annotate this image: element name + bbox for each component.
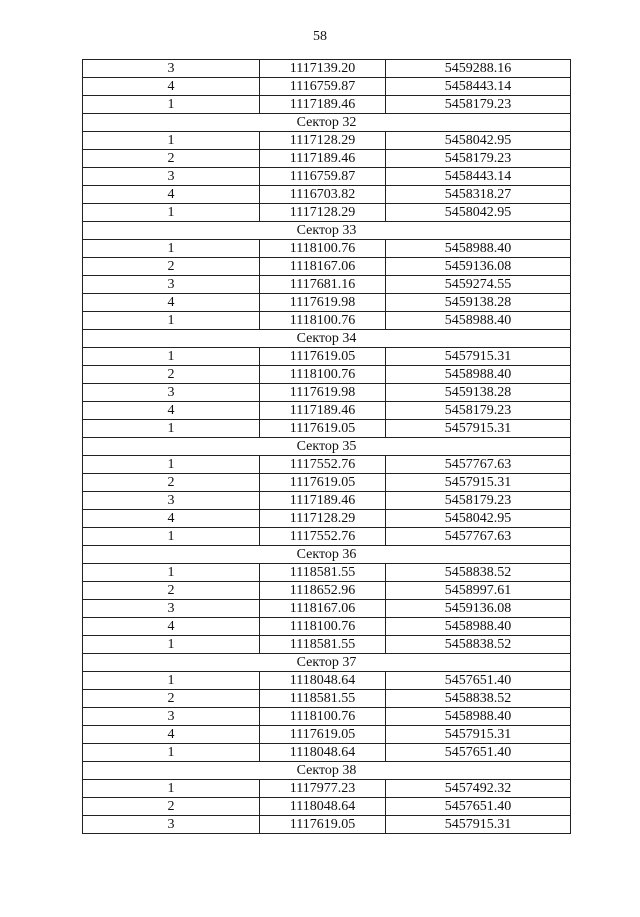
point-number-cell: 2 <box>83 582 260 600</box>
y-coordinate-cell: 5458838.52 <box>386 564 571 582</box>
table-row <box>83 492 571 510</box>
point-number-cell: 1 <box>83 636 260 654</box>
y-coordinate-cell: 5459136.08 <box>386 258 571 276</box>
x-coordinate-cell: 1116703.82 <box>260 186 386 204</box>
x-coordinate-cell: 1117552.76 <box>260 528 386 546</box>
point-number-cell: 4 <box>83 618 260 636</box>
table-row <box>83 780 571 798</box>
x-coordinate-cell: 1118581.55 <box>260 564 386 582</box>
table-row <box>83 132 571 150</box>
x-coordinate-cell: 1118100.76 <box>260 708 386 726</box>
table-row <box>83 78 571 96</box>
table-row <box>83 204 571 222</box>
point-number-cell: 4 <box>83 78 260 96</box>
table-row <box>83 564 571 582</box>
x-coordinate-cell: 1118581.55 <box>260 636 386 654</box>
x-coordinate-cell: 1117619.05 <box>260 474 386 492</box>
sector-title: Сектор 33 <box>83 222 571 240</box>
sector-header-row <box>83 762 571 780</box>
point-number-cell: 4 <box>83 186 260 204</box>
y-coordinate-cell: 5458988.40 <box>386 240 571 258</box>
point-number-cell: 2 <box>83 150 260 168</box>
table-row <box>83 636 571 654</box>
y-coordinate-cell: 5459274.55 <box>386 276 571 294</box>
x-coordinate-cell: 1117189.46 <box>260 492 386 510</box>
y-coordinate-cell: 5458179.23 <box>386 150 571 168</box>
point-number-cell: 1 <box>83 240 260 258</box>
y-coordinate-cell: 5458988.40 <box>386 366 571 384</box>
sector-title: Сектор 38 <box>83 762 571 780</box>
x-coordinate-cell: 1117619.98 <box>260 294 386 312</box>
page-number: 58 <box>313 29 327 44</box>
y-coordinate-cell: 5458988.40 <box>386 708 571 726</box>
y-coordinate-cell: 5458443.14 <box>386 168 571 186</box>
point-number-cell: 1 <box>83 348 260 366</box>
x-coordinate-cell: 1118048.64 <box>260 798 386 816</box>
table-row <box>83 672 571 690</box>
point-number-cell: 3 <box>83 816 260 834</box>
x-coordinate-cell: 1117552.76 <box>260 456 386 474</box>
y-coordinate-cell: 5458838.52 <box>386 690 571 708</box>
y-coordinate-cell: 5459138.28 <box>386 384 571 402</box>
y-coordinate-cell: 5457767.63 <box>386 528 571 546</box>
x-coordinate-cell: 1117619.05 <box>260 348 386 366</box>
x-coordinate-cell: 1118581.55 <box>260 690 386 708</box>
x-coordinate-cell: 1117189.46 <box>260 402 386 420</box>
table-row <box>83 726 571 744</box>
x-coordinate-cell: 1117619.98 <box>260 384 386 402</box>
y-coordinate-cell: 5458443.14 <box>386 78 571 96</box>
y-coordinate-cell: 5457915.31 <box>386 726 571 744</box>
table-row <box>83 528 571 546</box>
y-coordinate-cell: 5457492.32 <box>386 780 571 798</box>
sector-header-row <box>83 654 571 672</box>
x-coordinate-cell: 1118100.76 <box>260 312 386 330</box>
table-row <box>83 456 571 474</box>
table-row <box>83 366 571 384</box>
x-coordinate-cell: 1116759.87 <box>260 78 386 96</box>
table-row <box>83 60 571 78</box>
sector-header-row <box>83 222 571 240</box>
sector-title: Сектор 32 <box>83 114 571 132</box>
point-number-cell: 3 <box>83 492 260 510</box>
table-row <box>83 150 571 168</box>
y-coordinate-cell: 5458042.95 <box>386 204 571 222</box>
point-number-cell: 2 <box>83 798 260 816</box>
point-number-cell: 3 <box>83 60 260 78</box>
x-coordinate-cell: 1117619.05 <box>260 420 386 438</box>
table-row <box>83 384 571 402</box>
y-coordinate-cell: 5457915.31 <box>386 420 571 438</box>
table-row <box>83 582 571 600</box>
y-coordinate-cell: 5457651.40 <box>386 672 571 690</box>
point-number-cell: 1 <box>83 780 260 798</box>
table-row <box>83 798 571 816</box>
point-number-cell: 1 <box>83 672 260 690</box>
y-coordinate-cell: 5458997.61 <box>386 582 571 600</box>
x-coordinate-cell: 1117128.29 <box>260 510 386 528</box>
y-coordinate-cell: 5458838.52 <box>386 636 571 654</box>
point-number-cell: 1 <box>83 528 260 546</box>
x-coordinate-cell: 1118100.76 <box>260 618 386 636</box>
point-number-cell: 4 <box>83 510 260 528</box>
x-coordinate-cell: 1118048.64 <box>260 744 386 762</box>
point-number-cell: 1 <box>83 132 260 150</box>
x-coordinate-cell: 1118167.06 <box>260 600 386 618</box>
x-coordinate-cell: 1117139.20 <box>260 60 386 78</box>
point-number-cell: 1 <box>83 312 260 330</box>
y-coordinate-cell: 5458179.23 <box>386 402 571 420</box>
y-coordinate-cell: 5458988.40 <box>386 618 571 636</box>
y-coordinate-cell: 5457915.31 <box>386 816 571 834</box>
table-row <box>83 186 571 204</box>
y-coordinate-cell: 5458042.95 <box>386 132 571 150</box>
point-number-cell: 2 <box>83 474 260 492</box>
y-coordinate-cell: 5458042.95 <box>386 510 571 528</box>
sector-header-row <box>83 330 571 348</box>
point-number-cell: 1 <box>83 96 260 114</box>
point-number-cell: 1 <box>83 456 260 474</box>
table-row <box>83 168 571 186</box>
table-row <box>83 348 571 366</box>
sector-title: Сектор 34 <box>83 330 571 348</box>
table-row <box>83 312 571 330</box>
point-number-cell: 4 <box>83 402 260 420</box>
coordinates-table-body <box>83 60 571 834</box>
x-coordinate-cell: 1117619.05 <box>260 816 386 834</box>
table-row <box>83 816 571 834</box>
point-number-cell: 2 <box>83 258 260 276</box>
x-coordinate-cell: 1118100.76 <box>260 366 386 384</box>
sector-title: Сектор 35 <box>83 438 571 456</box>
point-number-cell: 1 <box>83 744 260 762</box>
x-coordinate-cell: 1118100.76 <box>260 240 386 258</box>
y-coordinate-cell: 5457915.31 <box>386 348 571 366</box>
x-coordinate-cell: 1117681.16 <box>260 276 386 294</box>
point-number-cell: 2 <box>83 690 260 708</box>
sector-title: Сектор 37 <box>83 654 571 672</box>
x-coordinate-cell: 1117619.05 <box>260 726 386 744</box>
y-coordinate-cell: 5459138.28 <box>386 294 571 312</box>
point-number-cell: 1 <box>83 564 260 582</box>
sector-title: Сектор 36 <box>83 546 571 564</box>
y-coordinate-cell: 5457767.63 <box>386 456 571 474</box>
table-row <box>83 420 571 438</box>
coordinates-table <box>82 59 571 834</box>
y-coordinate-cell: 5459288.16 <box>386 60 571 78</box>
y-coordinate-cell: 5457915.31 <box>386 474 571 492</box>
point-number-cell: 4 <box>83 726 260 744</box>
table-row <box>83 600 571 618</box>
table-row <box>83 690 571 708</box>
x-coordinate-cell: 1117977.23 <box>260 780 386 798</box>
point-number-cell: 3 <box>83 708 260 726</box>
table-row <box>83 96 571 114</box>
sector-header-row <box>83 546 571 564</box>
point-number-cell: 4 <box>83 294 260 312</box>
table-row <box>83 510 571 528</box>
sector-header-row <box>83 114 571 132</box>
table-row <box>83 240 571 258</box>
y-coordinate-cell: 5458179.23 <box>386 492 571 510</box>
table-row <box>83 618 571 636</box>
table-row <box>83 474 571 492</box>
x-coordinate-cell: 1118048.64 <box>260 672 386 690</box>
table-row <box>83 744 571 762</box>
x-coordinate-cell: 1117128.29 <box>260 204 386 222</box>
x-coordinate-cell: 1116759.87 <box>260 168 386 186</box>
x-coordinate-cell: 1117189.46 <box>260 150 386 168</box>
point-number-cell: 3 <box>83 168 260 186</box>
y-coordinate-cell: 5459136.08 <box>386 600 571 618</box>
x-coordinate-cell: 1117189.46 <box>260 96 386 114</box>
y-coordinate-cell: 5458988.40 <box>386 312 571 330</box>
point-number-cell: 3 <box>83 384 260 402</box>
x-coordinate-cell: 1118652.96 <box>260 582 386 600</box>
point-number-cell: 3 <box>83 600 260 618</box>
x-coordinate-cell: 1118167.06 <box>260 258 386 276</box>
y-coordinate-cell: 5457651.40 <box>386 744 571 762</box>
table-row <box>83 402 571 420</box>
y-coordinate-cell: 5458318.27 <box>386 186 571 204</box>
point-number-cell: 3 <box>83 276 260 294</box>
table-row <box>83 708 571 726</box>
y-coordinate-cell: 5458179.23 <box>386 96 571 114</box>
table-row <box>83 276 571 294</box>
table-row <box>83 294 571 312</box>
point-number-cell: 1 <box>83 420 260 438</box>
point-number-cell: 2 <box>83 366 260 384</box>
point-number-cell: 1 <box>83 204 260 222</box>
x-coordinate-cell: 1117128.29 <box>260 132 386 150</box>
table-row <box>83 258 571 276</box>
y-coordinate-cell: 5457651.40 <box>386 798 571 816</box>
sector-header-row <box>83 438 571 456</box>
